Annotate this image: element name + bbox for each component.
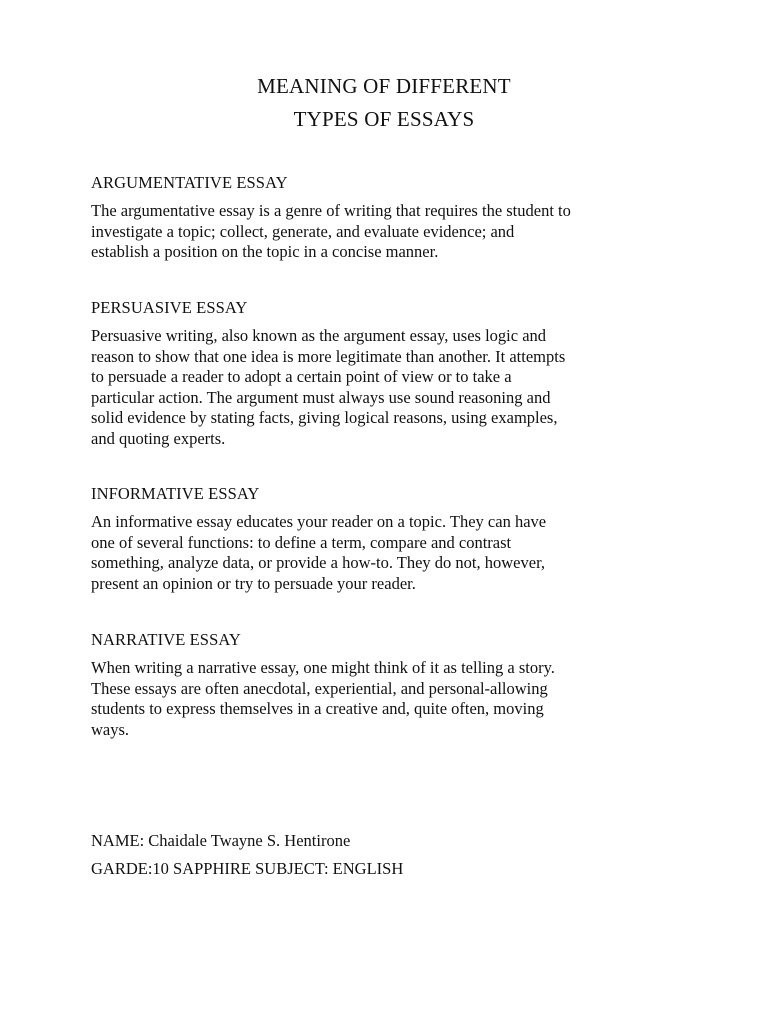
section-narrative-essay bbox=[91, 630, 691, 740]
document-title-line-1: MEANING OF DIFFERENT bbox=[257, 74, 511, 98]
grade-subject-line: GARDE:10 SAPPHIRE SUBJECT: ENGLISH bbox=[91, 859, 404, 878]
student-name-line: NAME: Chaidale Twayne S. Hentirone bbox=[91, 831, 351, 850]
section-body: The argumentative essay is a genre of writing that requires the student to investigate a topic; collect, generate, and evaluate evidence; and establish a position on the topic in a concise manner. bbox=[91, 201, 571, 261]
section-heading: PERSUASIVE ESSAY bbox=[91, 298, 248, 317]
section-informative-essay bbox=[91, 484, 691, 594]
section-body: When writing a narrative essay, one might think of it as telling a story. These essays are often anecdotal, experiential, and personal-allowing students to express themselves in a creative and, quite often, moving ways. bbox=[91, 658, 555, 739]
section-argumentative-essay bbox=[91, 173, 691, 263]
section-body: An informative essay educates your reader on a topic. They can have one of several functions: to define a term, compare and contrast something, analyze data, or provide a how-to. They do not, however, present an opinion or try to persuade your reader. bbox=[91, 512, 547, 593]
section-heading: INFORMATIVE ESSAY bbox=[91, 484, 260, 503]
section-heading: ARGUMENTATIVE ESSAY bbox=[91, 173, 288, 192]
section-heading: NARRATIVE ESSAY bbox=[91, 630, 241, 649]
section-persuasive-essay bbox=[91, 298, 691, 449]
section-body: Persuasive writing, also known as the argument essay, uses logic and reason to show that one idea is more legitimate than another. It attempts to persuade a reader to adopt a certain point of view or to take a particular action. The argument must always use sound reasoning and solid evidence by stating facts, giving logical reasons, using examples, and quoting experts. bbox=[91, 326, 566, 448]
document-title-line-2: TYPES OF ESSAYS bbox=[293, 107, 475, 131]
